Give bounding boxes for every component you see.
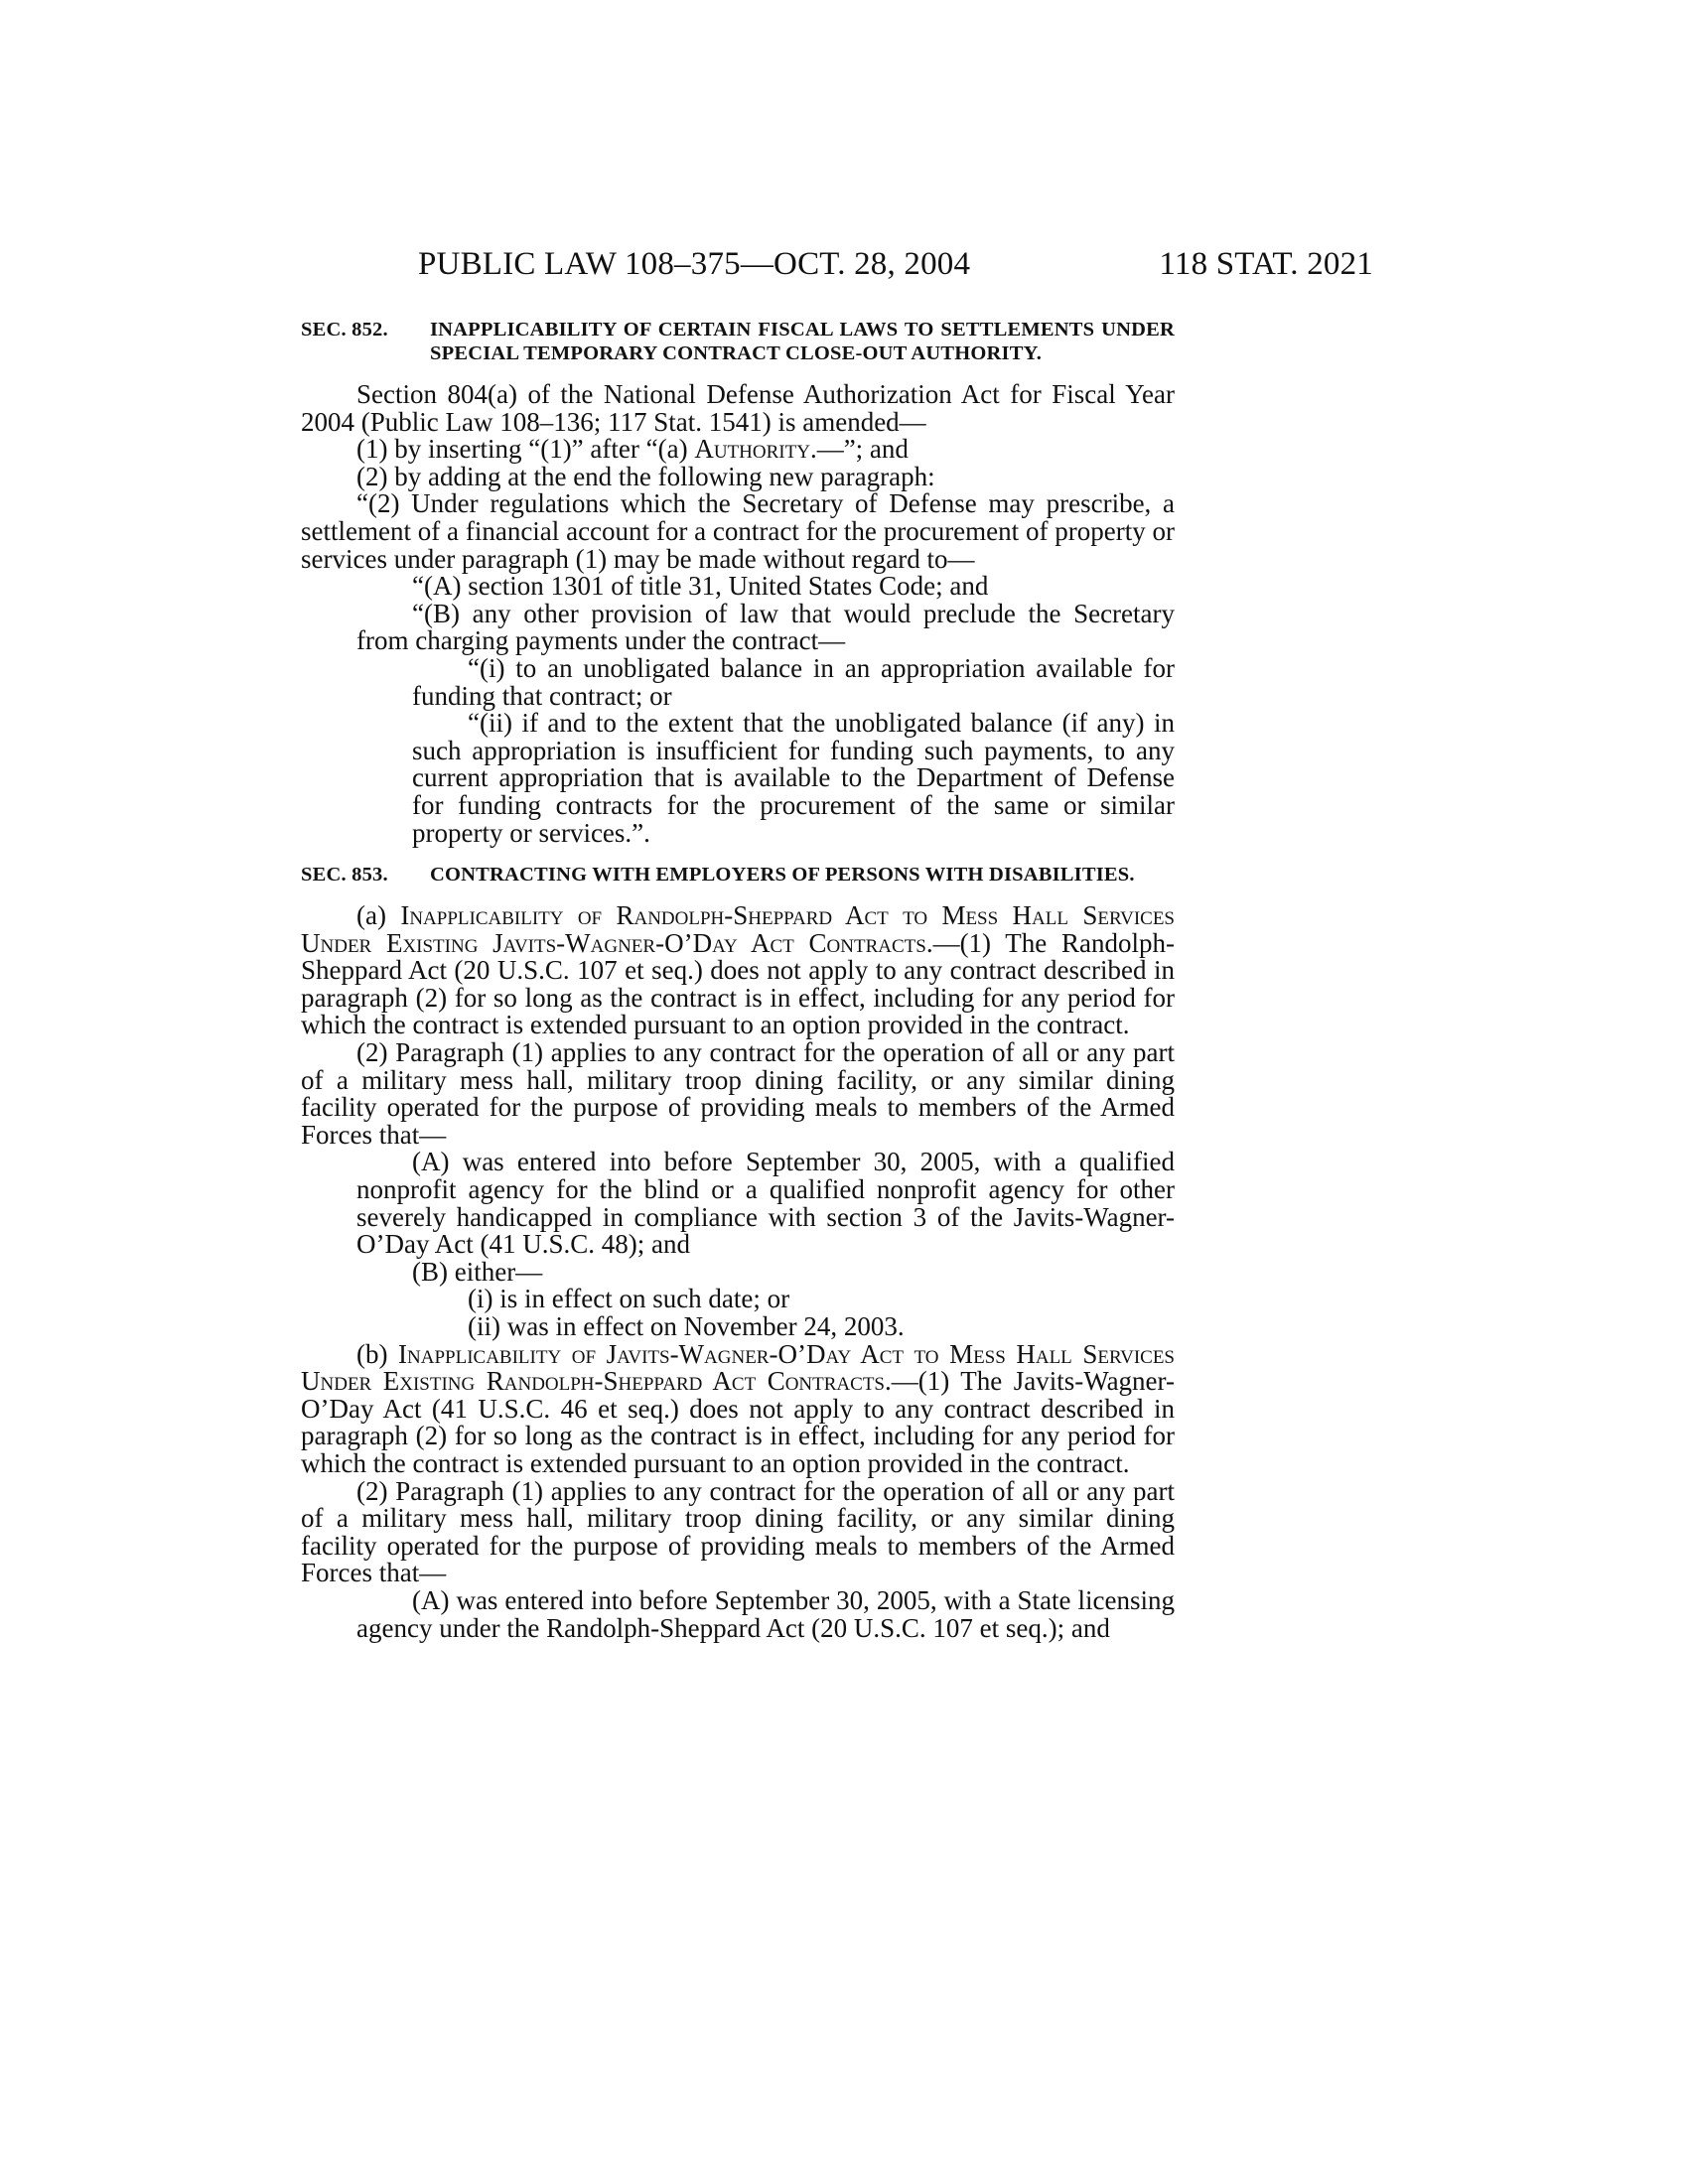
subsection-a-text: .—(1) The Randolph-Sheppard Act (20 U.S.C. 107 et seq.) does not apply to any contract described in paragraph (2) for so long as the contract is in effect, including for any period for which the contract is extended pursuant to an option provided in the contract. [301,927,1175,1040]
section-853-a-A: (A) was entered into before September 30, 2005, with a qualified nonprofit agency for the blind or a qualified nonprofit agency for other severely handicapped in compliance with section 3 of the Javits-Wagner-O’Day Act (41 U.S.C. 48); and [356,1147,1175,1260]
section-853-a-paragraph-2: (2) Paragraph (1) applies to any contract for the operation of all or any part of a military mess hall, military troop dining facility, or any similar dining facility operated for the purpose of providing meals to members of the Armed Forces that— [301,1037,1175,1150]
item-1-text: (1) by inserting “(1)” after “(a) [356,434,695,465]
section-853-subsection-a [301,902,1175,1039]
section-853-a-B: (B) either— [412,1256,543,1287]
section-853-heading [301,863,1175,887]
subsection-a-heading: Inapplicability of Randolph-Sheppard Act to Mess Hall Services Under Existing Javits-Wagner-O’Day Act Contracts [301,900,1176,958]
section-852-quoted-B: “(B) any other provision of law that would preclude the Secretary from charging payments under the contract— [356,598,1175,656]
statute-page-number: 118 STAT. 2021 [1159,246,1373,282]
section-852-title: INAPPLICABILITY OF CERTAIN FISCAL LAWS TO SETTLEMENTS UNDER SPECIAL TEMPORARY CONTRACT CLOSE-OUT AUTHORITY. [430,319,1175,364]
subsection-b-heading: Inapplicability of Javits-Wagner-O’Day Act to Mess Hall Services Under Existing Randolph-Sheppard Act Contracts [301,1338,1176,1397]
section-852-item-2: (2) by adding at the end the following new paragraph: [356,461,935,491]
subsection-b-label: (b) [356,1338,399,1369]
section-853-b-paragraph-2: (2) Paragraph (1) applies to any contract for the operation of all or any part of a military mess hall, military troop dining facility, or any similar dining facility operated for the purpose of providing meals to members of the Armed Forces that— [301,1475,1175,1588]
public-law-citation: PUBLIC LAW 108–375—OCT. 28, 2004 [418,246,971,282]
section-852-quoted-i: “(i) to an unobligated balance in an appropriation available for funding that contract; or [412,652,1175,711]
section-852-item-1 [301,436,1175,464]
section-853-title: CONTRACTING WITH EMPLOYERS OF PERSONS WITH DISABILITIES. [430,864,1135,887]
section-853-number: SEC. 853. [301,864,388,887]
section-852-quoted-A: “(A) section 1301 of title 31, United States Code; and [412,571,989,602]
section-853-subsection-b [301,1338,1176,1478]
section-853-a-i: (i) is in effect on such date; or [468,1284,790,1314]
section-852-number: SEC. 852. [301,319,388,341]
section-852-intro: Section 804(a) of the National Defense Authorization Act for Fiscal Year 2004 (Public Law 108–136; 117 Stat. 1541) is amended— [301,379,1175,437]
section-853-a-ii: (ii) was in effect on November 24, 2003. [468,1311,905,1341]
section-852-heading [301,318,1175,365]
section-853-b-A: (A) was entered into before September 30, 2005, with a State licensing agency under the Randolph-Sheppard Act (20 U.S.C. 107 et seq.); and [356,1584,1175,1643]
item-1-smallcaps: Authority [694,434,810,465]
item-1-tail: .—”; and [809,434,909,465]
running-head [301,246,1373,290]
section-852-quoted-ii: “(ii) if and to the extent that the unobligated balance (if any) in such appropriation is insufficient for funding such payments, to any current appropriation that is available to the Department of Defense for funding contracts for the procurement of the same or similar property or services.”. [412,708,1175,848]
section-852-quoted-paragraph-2: “(2) Under regulations which the Secretary of Defense may prescribe, a settlement of a financial account for a contract for the procurement of property or services under paragraph (1) may be made without regard to— [301,488,1175,574]
subsection-a-label: (a) [356,900,401,931]
document-body [301,318,1175,1642]
subsection-b-text: .—(1) The Javits-Wagner-O’Day Act (41 U.S.C. 46 et seq.) does not apply to any contract described in paragraph (2) for so long as the contract is in effect, including for any period for which the contract is extended pursuant to an option provided in the contract. [301,1366,1175,1478]
